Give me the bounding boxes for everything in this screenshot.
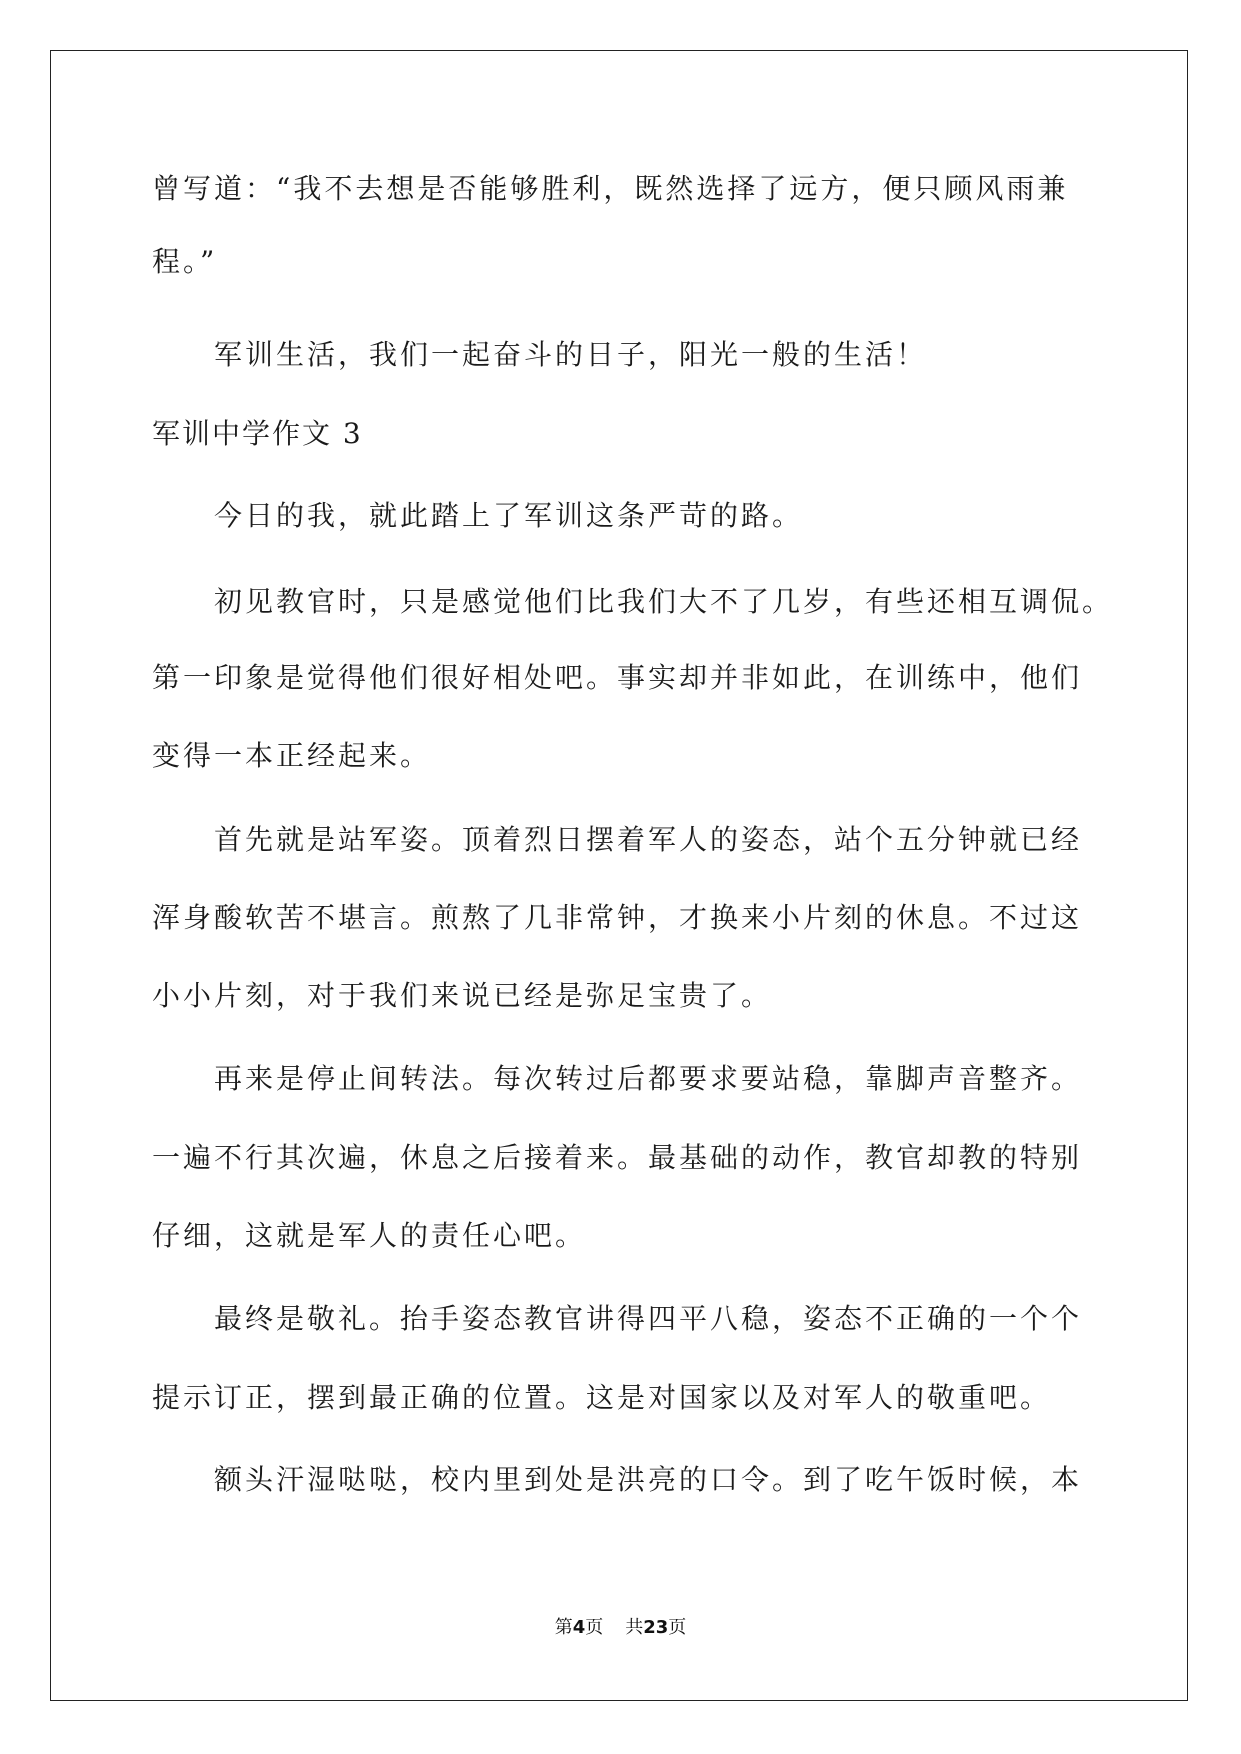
text-line: 军训生活，我们一起奋斗的日子，阳光一般的生活！ <box>214 338 928 371</box>
total-label-suffix: 页 <box>668 1617 687 1638</box>
total-page-count: 23 <box>643 1617 669 1638</box>
text-line: 最终是敬礼。抬手姿态教官讲得四平八稳，姿态不正确的一个个 <box>214 1302 1083 1335</box>
text-line: 仔细，这就是军人的责任心吧。 <box>152 1219 587 1252</box>
text-line: 一遍不行其次遍，休息之后接着来。最基础的动作，教官却教的特别 <box>152 1141 1083 1174</box>
text-line: 再来是停止间转法。每次转过后都要求要站稳，靠脚声音整齐。 <box>214 1062 1083 1095</box>
section-heading: 军训中学作文 3 <box>152 417 363 450</box>
text-line: 初见教官时，只是感觉他们比我们大不了几岁，有些还相互调侃。 <box>214 585 1114 618</box>
text-line: 提示订正，摆到最正确的位置。这是对国家以及对军人的敬重吧。 <box>152 1381 1052 1414</box>
text-line: 额头汗湿哒哒，校内里到处是洪亮的口令。到了吃午饭时候，本 <box>214 1463 1083 1496</box>
text-line: 浑身酸软苦不堪言。煎熬了几非常钟，才换来小片刻的休息。不过这 <box>152 901 1083 934</box>
text-line: 第一印象是觉得他们很好相处吧。事实却并非如此，在训练中，他们 <box>152 661 1083 694</box>
text-line: 首先就是站军姿。顶着烈日摆着军人的姿态，站个五分钟就已经 <box>214 823 1083 856</box>
text-line: 小小片刻，对于我们来说已经是弥足宝贵了。 <box>152 979 773 1012</box>
page-label-suffix: 页 <box>585 1617 604 1638</box>
text-line: 程。” <box>152 245 218 278</box>
current-page-number: 4 <box>572 1617 586 1638</box>
total-label-prefix: 共 <box>625 1617 644 1638</box>
page-footer <box>0 1616 1241 1640</box>
page-border <box>50 50 1188 1701</box>
page-label-prefix: 第 <box>554 1617 573 1638</box>
text-line: 变得一本正经起来。 <box>152 739 432 772</box>
text-line: 曾写道：“我不去想是否能够胜利，既然选择了远方，便只顾风雨兼 <box>152 172 1069 205</box>
text-line: 今日的我，就此踏上了军训这条严苛的路。 <box>214 499 804 532</box>
